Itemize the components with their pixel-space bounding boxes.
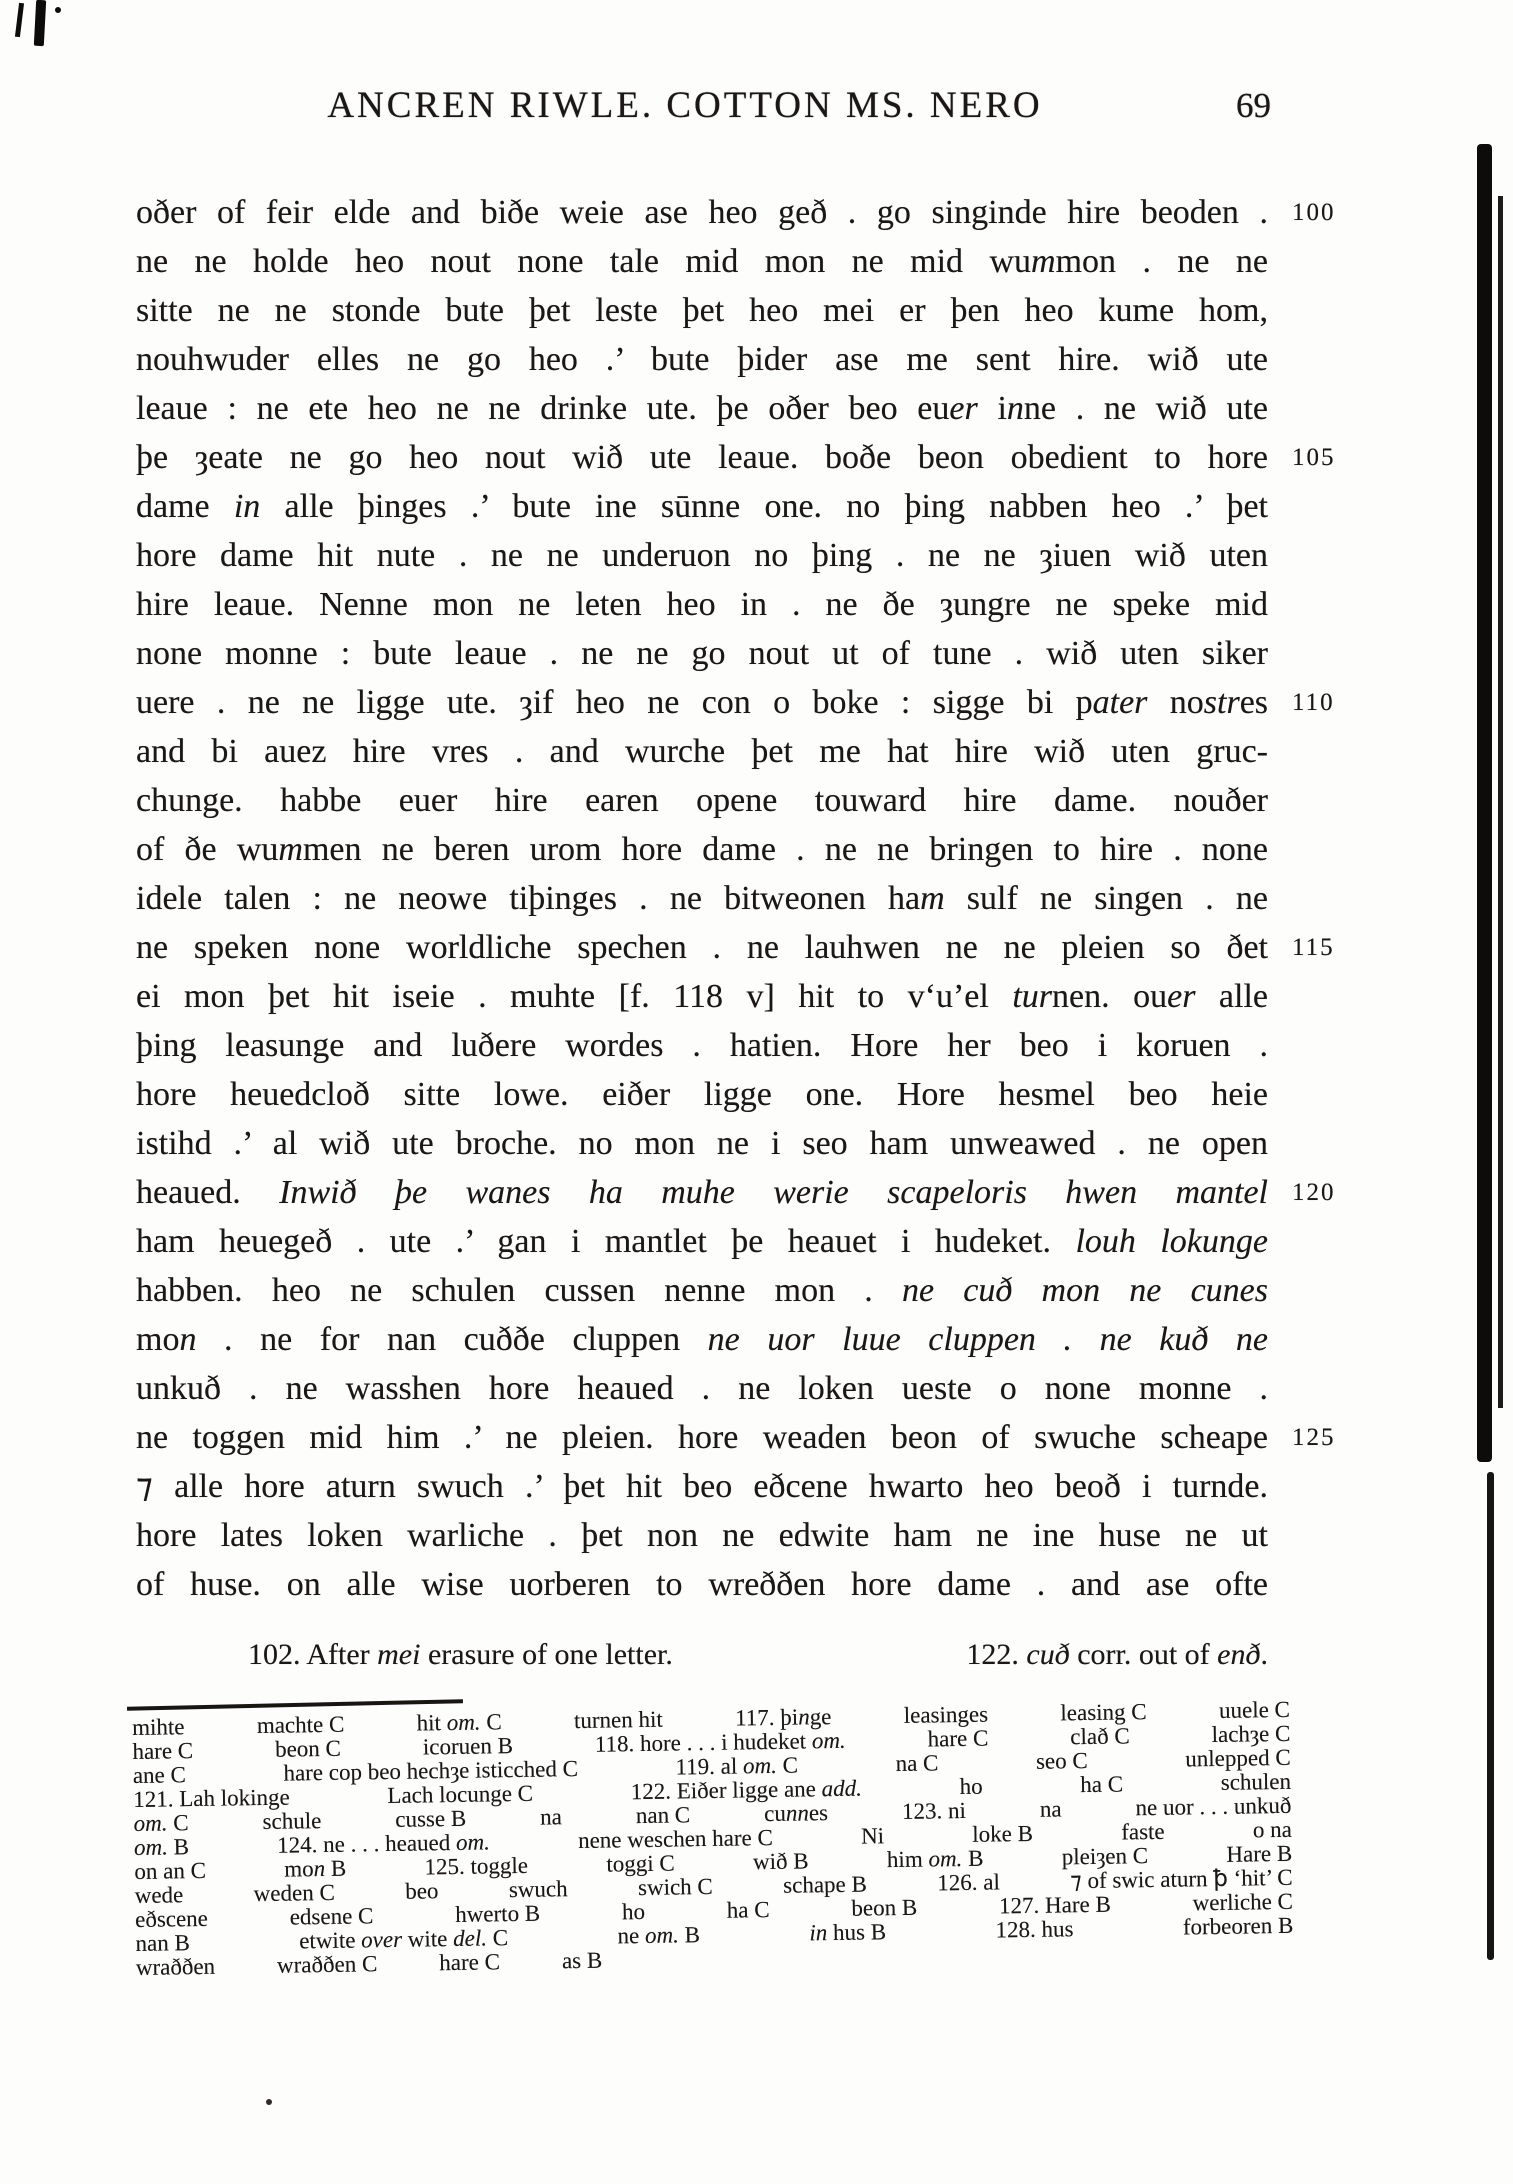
text-line	[136, 384, 1268, 433]
text-line	[136, 1168, 1336, 1217]
text-line-content: habben. heo ne schulen cussen nenne mon . ne cuð mon ne cunes	[136, 1272, 1268, 1309]
text-line	[136, 335, 1268, 384]
apparatus-entry: ne om. B	[617, 1922, 701, 1949]
apparatus-entry: beon B	[851, 1894, 918, 1921]
text-line-content: idele talen : ne neowe tiþinges . ne bitweonen ham sulf ne singen . ne	[136, 880, 1268, 917]
text-line	[136, 825, 1268, 874]
apparatus-entry: pleiȝen C	[1061, 1843, 1149, 1870]
scan-artifact-top-left	[34, 0, 46, 46]
text-line-content: þe ȝeate ne go heo nout wið ute leaue. boðe beon obedient to hore	[136, 439, 1268, 476]
apparatus-entry: 126. al	[937, 1869, 1001, 1896]
text-line-content: uere . ne ne ligge ute. ȝif heo ne con o boke : sigge bi pater nostres	[136, 684, 1269, 721]
text-line	[136, 678, 1335, 727]
text-line-content: ne ne holde heo nout none tale mid mon ne mid wummon . ne ne	[136, 243, 1268, 280]
apparatus-entry: hare C	[132, 1738, 194, 1765]
apparatus-entry: machte C	[256, 1711, 345, 1739]
text-line	[136, 776, 1268, 825]
margin-line-number: 125	[1292, 1424, 1336, 1451]
apparatus-entry: leasinges	[903, 1701, 989, 1728]
apparatus-entry: faste	[1121, 1818, 1165, 1845]
apparatus-entry: 124. ne . . . heaued om.	[276, 1829, 491, 1858]
text-line	[136, 237, 1268, 286]
apparatus-entry: lachȝe C	[1211, 1720, 1291, 1748]
text-line	[136, 727, 1268, 776]
apparatus-entry: 128. hus	[995, 1916, 1074, 1943]
text-line-content: leaue : ne ete heo ne ne drinke ute. þe oðer beo euer inne . ne wið ute	[136, 390, 1268, 427]
text-line-content: mon . ne for nan cuððe cluppen ne uor luue cluppen . ne kuð ne	[136, 1321, 1269, 1358]
text-line	[136, 1119, 1268, 1168]
text-line	[136, 1462, 1268, 1511]
apparatus-entry: loke B	[972, 1820, 1034, 1847]
apparatus-entry: 118. hore . . . i hudeket om.	[594, 1727, 846, 1757]
apparatus-entry: icoruen B	[422, 1733, 514, 1760]
text-line-content: ne toggen mid him .’ ne pleien. hore weaden beon of swuche scheape	[136, 1419, 1268, 1456]
apparatus-entry: eðscene	[134, 1905, 209, 1932]
apparatus-entry: etwite over wite del. C	[299, 1925, 509, 1954]
text-line-content: chunge. habbe euer hire earen opene touward hire dame. nouðer	[136, 782, 1268, 819]
text-line-content: and bi auez hire vres . and wurche þet me hat hire wið uten gruc-	[136, 733, 1268, 770]
text-line-content: ham heuegeð . ute .’ gan i mantlet þe heauet i hudeket. louh lokunge	[136, 1223, 1268, 1260]
apparatus-entry: ⁊ of swic aturn ꝥ ‘hit’ C	[1070, 1864, 1293, 1894]
text-line-content: istihd .’ al wið ute broche. no mon ne i seo ham unweawed . ne open	[136, 1125, 1268, 1162]
text-line	[136, 1560, 1268, 1609]
apparatus-entry: on an C	[134, 1857, 207, 1884]
apparatus-entry: werliche C	[1192, 1888, 1294, 1916]
apparatus-entry: 122. Eiðer ligge ane add.	[630, 1775, 863, 1805]
apparatus-entry: toggi C	[606, 1850, 675, 1877]
apparatus-entry: om. C	[133, 1810, 189, 1837]
margin-line-number: 115	[1292, 934, 1335, 961]
apparatus-entry: o na	[1252, 1816, 1293, 1843]
apparatus-entry: schape B	[782, 1871, 868, 1898]
apparatus-entry: hare C	[439, 1949, 501, 1976]
scan-artifact-right-bar	[1477, 144, 1492, 1462]
text-line	[136, 923, 1335, 972]
apparatus-entry: 121. Lah lokinge	[133, 1784, 290, 1813]
apparatus-entry: beo	[405, 1878, 439, 1904]
text-line	[136, 580, 1268, 629]
text-line-content: sitte ne ne stonde bute þet leste þet heo mei er þen heo kume hom,	[136, 292, 1268, 329]
apparatus-entry: 125. toggle	[424, 1852, 529, 1880]
apparatus-entry: clað C	[1070, 1723, 1130, 1750]
apparatus-entry: turnen hit	[573, 1706, 664, 1734]
apparatus-entry: cusse B	[395, 1805, 467, 1832]
apparatus-entry: ho	[621, 1898, 646, 1925]
apparatus-entry: ho	[959, 1773, 983, 1800]
apparatus-entry: om. B	[133, 1834, 190, 1860]
text-line	[136, 972, 1268, 1021]
text-line-content: ei mon þet hit iseie . muhte [f. 118 v] hit to v‘u’el turnen. ouer alle	[136, 978, 1269, 1015]
scan-artifact-top-left	[15, 3, 24, 37]
apparatus-entry: wið B	[752, 1848, 809, 1875]
text-line	[136, 1266, 1268, 1315]
text-line	[136, 482, 1268, 531]
text-line	[136, 1217, 1268, 1266]
apparatus-entry: edsene C	[289, 1903, 374, 1930]
apparatus-entry: nan B	[135, 1930, 191, 1956]
margin-line-number: 110	[1292, 689, 1335, 716]
apparatus-entry: cunnes	[763, 1800, 829, 1827]
text-line	[136, 286, 1268, 335]
apparatus-entry: hare C	[927, 1725, 989, 1752]
text-line	[136, 1364, 1268, 1413]
apparatus-entry: mihte	[131, 1714, 185, 1741]
text-line	[136, 433, 1336, 482]
critical-apparatus	[132, 1698, 1294, 1980]
apparatus-entry: seo C	[1035, 1748, 1088, 1774]
apparatus-entry: schulen	[1220, 1768, 1292, 1795]
margin-line-number: 100	[1292, 199, 1336, 226]
text-line-content: none monne : bute leaue . ne ne go nout ut of tune . wið uten siker	[136, 635, 1268, 672]
text-line-content: hore heuedcloð sitte lowe. eiðer ligge one. Hore hesmel beo heie	[136, 1076, 1268, 1113]
apparatus-entry: uuele C	[1218, 1696, 1291, 1723]
text-line	[136, 1511, 1268, 1560]
note-line-122: 122. cuð corr. out of enð.	[966, 1638, 1268, 1671]
page-number: 69	[1236, 86, 1271, 125]
apparatus-entry: schule	[262, 1808, 322, 1834]
text-line	[136, 629, 1268, 678]
text-line-content: dame in alle þinges .’ bute ine sūnne one. no þing nabben heo .’ þet	[136, 488, 1268, 525]
apparatus-entry: Lach locunge C	[387, 1780, 534, 1809]
apparatus-entry: hare cop beo hechȝe isticched C	[283, 1756, 579, 1786]
text-line	[136, 1413, 1336, 1462]
text-line	[136, 1021, 1268, 1070]
text-line	[136, 188, 1336, 237]
text-line-content: oðer of feir elde and biðe weie ase heo geð . go singinde hire beoden .	[136, 194, 1268, 231]
apparatus-entry: nene weschen hare C	[577, 1824, 774, 1854]
text-line-content: ⁊ alle hore aturn swuch .’ þet hit beo eðcene hwarto heo beoð i turnde.	[136, 1468, 1268, 1505]
apparatus-entry: him om. B	[886, 1845, 984, 1873]
editorial-notes	[136, 1637, 1268, 1673]
apparatus-entry: nan C	[635, 1802, 691, 1829]
text-line-content: þing leasunge and luðere wordes . hatien. Hore her beo i koruen .	[136, 1027, 1268, 1064]
text-line-content: hore lates loken warliche . þet non ne edwite ham ne ine huse ne ut	[136, 1517, 1268, 1554]
apparatus-entry: na C	[895, 1750, 939, 1777]
note-line-102: 102. After mei erasure of one letter.	[248, 1638, 673, 1671]
text-line	[136, 1315, 1268, 1364]
apparatus-entry: Hare B	[1226, 1840, 1293, 1867]
apparatus-entry: swich C	[637, 1873, 713, 1901]
apparatus-entry: mon B	[284, 1855, 347, 1882]
apparatus-entry: ne uor . . . unkuð	[1135, 1792, 1292, 1821]
apparatus-entry: ha C	[1080, 1771, 1124, 1798]
apparatus-entry: in hus B	[809, 1919, 887, 1946]
apparatus-entry: na	[1039, 1796, 1062, 1822]
apparatus-entry: hwerto B	[455, 1900, 541, 1927]
margin-line-number: 120	[1292, 1179, 1336, 1206]
apparatus-entry: 119. al om. C	[675, 1752, 799, 1780]
text-line	[136, 531, 1268, 580]
apparatus-entry: forbeoren B	[1182, 1912, 1294, 1940]
apparatus-entry: as B	[561, 1947, 603, 1974]
scan-artifact-top-left	[55, 7, 61, 13]
apparatus-entry: leasing C	[1060, 1699, 1147, 1726]
scan-artifact-speck	[266, 2099, 272, 2105]
text-line-content: hire leaue. Nenne mon ne leten heo in . ne ðe ȝungre ne speke mid	[136, 586, 1268, 623]
text-line-content: ne speken none worldliche spechen . ne lauhwen ne ne pleien so ðet	[136, 929, 1268, 966]
text-line-content: heaued. Inwið þe wanes ha muhe werie scapeloris hwen mantel	[136, 1174, 1268, 1211]
apparatus-entry: ha C	[726, 1897, 770, 1923]
apparatus-entry: hit om. C	[416, 1709, 502, 1736]
apparatus-entry: 123. ni	[901, 1797, 967, 1824]
apparatus-entry: wraððen C	[276, 1951, 378, 1978]
scan-artifact-right-bar	[1487, 1472, 1494, 1960]
apparatus-entry: weden C	[253, 1879, 335, 1907]
scan-artifact-right-bar	[1498, 196, 1503, 1408]
text-line	[136, 874, 1268, 923]
text-line-content: of huse. on alle wise uorberen to wreððen hore dame . and ase ofte	[136, 1566, 1268, 1603]
footnote-rule	[127, 1699, 463, 1711]
margin-line-number: 105	[1292, 444, 1336, 471]
apparatus-entry: 127. Hare B	[998, 1891, 1112, 1919]
text-line-content: of ðe wummen ne beren urom hore dame . ne ne bringen to hire . none	[136, 831, 1268, 868]
apparatus-entry: wede	[134, 1882, 184, 1908]
text-line-content: nouhwuder elles ne go heo .’ bute þider ase me sent hire. wið ute	[136, 341, 1268, 378]
text-block	[136, 188, 1336, 1609]
apparatus-entry: unlepped C	[1185, 1744, 1291, 1772]
text-line-content: hore dame hit nute . ne ne underuon no þing . ne ne ȝiuen wið uten	[136, 537, 1268, 574]
running-title: ANCREN RIWLE. COTTON MS. NERO	[327, 85, 1043, 126]
apparatus-entry: swuch	[508, 1876, 568, 1903]
text-line	[136, 1070, 1268, 1119]
text-line-content: unkuð . ne wasshen hore heaued . ne loken ueste o none monne .	[136, 1370, 1268, 1407]
apparatus-entry: na	[539, 1804, 563, 1830]
apparatus-entry: ane C	[132, 1762, 187, 1789]
apparatus-entry: beon C	[274, 1735, 342, 1762]
apparatus-entry: Ni	[860, 1823, 885, 1849]
apparatus-entry: wraððen	[135, 1953, 216, 1980]
apparatus-entry: 117. þinge	[734, 1704, 832, 1731]
